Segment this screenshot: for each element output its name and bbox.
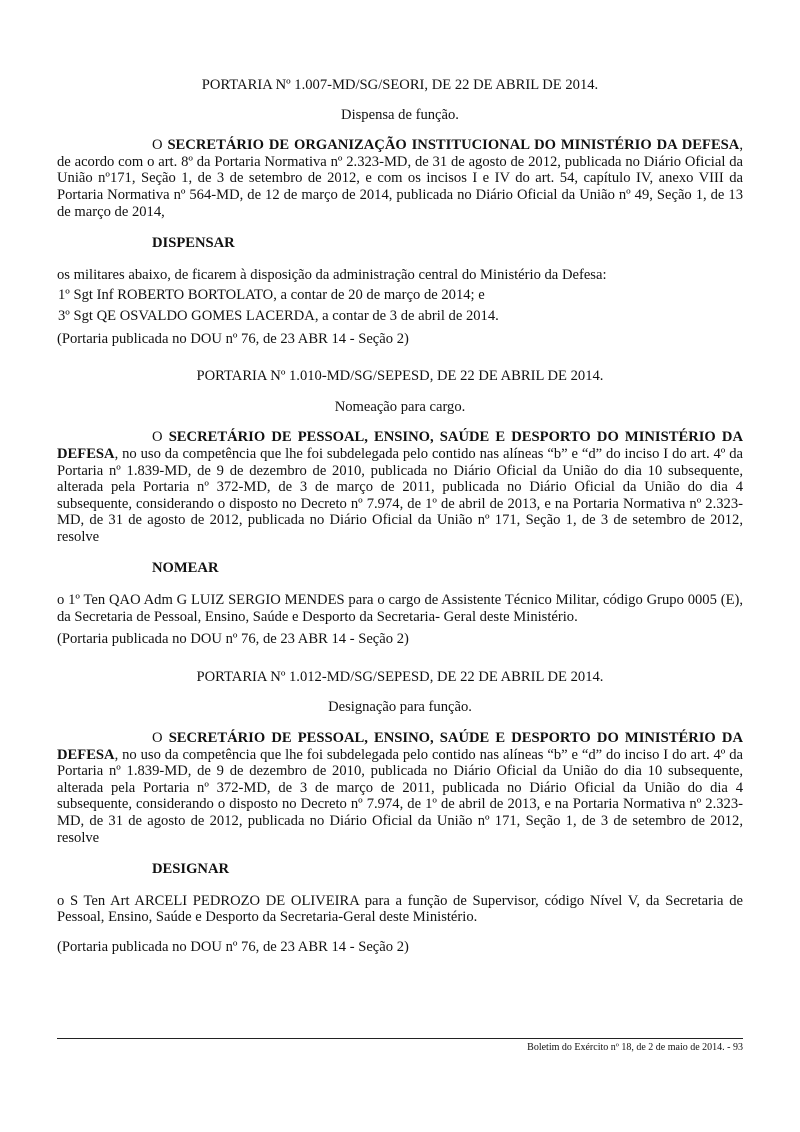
publication-note: (Portaria publicada no DOU nº 76, de 23 ABR 14 - Seção 2) [57,938,409,955]
action-verb: DISPENSAR [152,235,235,252]
portaria-title: PORTARIA Nº 1.007-MD/SG/SEORI, DE 22 DE ABRIL DE 2014. [201,77,599,93]
list-item: 1º Sgt Inf ROBERTO BORTOLATO, a contar de 20 de março de 2014; e [58,287,485,304]
portaria-subtitle: Designação para função. [328,699,472,716]
page-footer: Boletim do Exército nº 18, de 2 de maio de 2014. - 93 [527,1042,743,1053]
portaria-title: PORTARIA Nº 1.010-MD/SG/SEPESD, DE 22 DE ABRIL DE 2014. [196,368,604,385]
portaria-body: O SECRETÁRIO DE PESSOAL, ENSINO, SAÚDE E DESPORTO DO MINISTÉRIO DA DEFESA, no uso da competência que lhe foi subdelegada pelo contido nas alíneas “b” e “d” do inciso I do art. 4º da Portaria nº 1.839-MD, de 9 de dezembro de 2010, publicada no Diário Oficial da União do dia 10 subsequente, alterada pela Portaria nº 372-MD, de 3 de março de 2011, publicada no Diário Oficial da União do dia 4 subsequente, considerando o disposto no Decreto nº 7.974, de 1º de abril de 2013, e na Portaria Normativa nº 2.323-MD, de 31 de agosto de 2012, publicada no Diário Oficial da União nº 171, Seção 1, de 3 de setembro de 2012, resolve [57,730,743,846]
list-item: 3º Sgt QE OSVALDO GOMES LACERDA, a contar de 3 de abril de 2014. [58,307,499,324]
portaria-intro: os militares abaixo, de ficarem à disposição da administração central do Ministério da Defesa: [57,266,607,283]
portaria-intro: o S Ten Art ARCELI PEDROZO DE OLIVEIRA para a função de Supervisor, código Nível V, da Secretaria de Pessoal, Ensino, Saúde e Desporto da Secretaria-Geral deste Ministério. [57,892,743,926]
publication-note: (Portaria publicada no DOU nº 76, de 23 ABR 14 - Seção 2) [57,330,409,347]
action-verb: NOMEAR [152,560,219,577]
portaria-subtitle: Dispensa de função. [341,106,459,123]
publication-note: (Portaria publicada no DOU nº 76, de 23 ABR 14 - Seção 2) [57,631,409,648]
portaria-subtitle: Nomeação para cargo. [334,398,466,415]
footer-divider [57,1038,743,1039]
document-page [57,0,743,956]
authority-name: SECRETÁRIO DE PESSOAL, ENSINO, SAÚDE E DESPORTO DO MINISTÉRIO DA DEFESA [57,730,743,763]
portaria-intro: o 1º Ten QAO Adm G LUIZ SERGIO MENDES para o cargo de Assistente Técnico Militar, código Grupo 0005 (E), da Secretaria de Pessoal, Ensino, Saúde e Desporto da Secretaria- Geral deste Ministério. [57,592,743,625]
authority-name: SECRETÁRIO DE ORGANIZAÇÃO INSTITUCIONAL DO MINISTÉRIO DA DEFESA [167,137,740,154]
portaria-body: O SECRETÁRIO DE ORGANIZAÇÃO INSTITUCIONAL DO MINISTÉRIO DA DEFESA, de acordo com o art. 8º da Portaria Normativa nº 2.323-MD, de 31 de agosto de 2012, publicada no Diário Oficial da União nº171, Seção 1, de 3 de setembro de 2012, e com os incisos I e IV do art. 54, capítulo IV, anexo VIII da Portaria Normativa nº 564-MD, de 12 de março de 2014, publicada no Diário Oficial da União nº 49, Seção 1, de 13 de março de 2014, [57,137,743,220]
portaria-body: O SECRETÁRIO DE PESSOAL, ENSINO, SAÚDE E DESPORTO DO MINISTÉRIO DA DEFESA, no uso da competência que lhe foi subdelegada pelo contido nas alíneas “b” e “d” do inciso I do art. 4º da Portaria nº 1.839-MD, de 9 de dezembro de 2010, publicada no Diário Oficial da União do dia 10 subsequente, alterada pela Portaria nº 372-MD, de 3 de março de 2011, publicada no Diário Oficial da União do dia 4 subsequente, considerando o disposto no Decreto nº 7.974, de 1º de abril de 2013, e na Portaria Normativa nº 2.323-MD, de 31 de agosto de 2012, publicada no Diário Oficial da União nº 171, Seção 1, de 3 de setembro de 2012, resolve [57,429,743,545]
authority-name: SECRETÁRIO DE PESSOAL, ENSINO, SAÚDE E DESPORTO DO MINISTÉRIO DA DEFESA [57,429,743,462]
action-verb: DESIGNAR [152,861,230,878]
portaria-title: PORTARIA Nº 1.012-MD/SG/SEPESD, DE 22 DE ABRIL DE 2014. [196,668,604,685]
